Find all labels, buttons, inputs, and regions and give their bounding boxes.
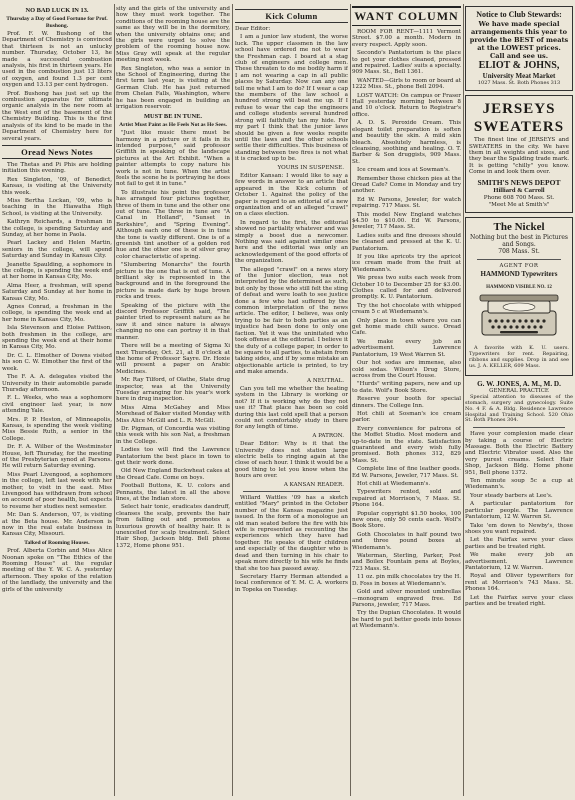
letter-paragraph: In regard to the first, the editorial showed no partiality whatever and was simply a boost due a newcomer. Nothing was said against similar ones here and the editorial was only an acknowledgement of the good efforts of the organization. xyxy=(235,219,348,265)
article-paragraph: Dr. Pigman, of Concordia was visiting this week with his son Nat, a freshman in the College. xyxy=(116,425,230,445)
ad-agent-label: AGENT FOR xyxy=(499,262,539,269)
letter-signature: A PATRON. xyxy=(312,432,344,439)
article-paragraph: "Slumbering Monarchs" the fourth picture is the one that is out of tune. A brilliant sky is represented in the background and in the foreground the picture is made dark by huge brown rocks and trees. xyxy=(116,262,230,301)
classified-ad: A particular pantatorium for particular people. The Lawrence Pantatorium, 12 W. Warren St. xyxy=(465,501,573,521)
ad-title: JERSEYS xyxy=(482,101,556,118)
news-note: Dr. F. A. Wilber of the Westminster House, left Thursday, for the meeting of the Presbyterian synod at Parsons. He will return Saturday evening. xyxy=(2,444,112,470)
classified-ad: Try the hot chocolate with whipped cream 5 c at Wiedemann's. xyxy=(352,302,461,316)
article-paragraph: "Just like music there must be harmony in a picture or it fails in its intended purpose," said professor Griffith in speaking of the landscape pictures at the Art Exhibit. "When a painter attempts to copy nature his work is not in tune. When the artist feels the scene he is portraying he does not fail to get it in tune." xyxy=(116,130,230,188)
subhead: Thursday a Day of Good Fortune for Prof. Bushong. xyxy=(6,16,108,29)
article-paragraph: Willard Wattles '09 has a sketch entitled "Mary" printed in the October number of the Kansas magazine just issued. In the form of a monologue an old man seated before the fire with his wife is represented as recounting the experiences which they have had together. He speaks of their children and especially of the daughter who is dead and then turning in his chair to speak more directly to his wife he finds that she too has passed away. xyxy=(235,495,348,572)
want-column-heading: WANT COLUMN xyxy=(352,6,461,26)
news-note: Isla Stevenson and Eloise Pattison, both freshmen in the college, are spending the week end at their home in Kansas City, Mo. xyxy=(2,325,112,351)
doctor-details: Special attention to diseases of the stomach, surgery and gynecology. Suite No. 4 F. & A. Bldg. Residence Lawrence Hospital and Training School. 520 Ohio St. Both Phones 304. xyxy=(465,394,573,424)
article-paragraph: Prof. Bushong has just set up the combustion apparatus for ultimate organic analysis in the new room at the West end of the basement of the Chemistry Building. This is the first analysis of its kind to be made in the Department of Chemistry here for several years. xyxy=(2,90,112,142)
classified-ad: Only place in town where you can get home made chili sauce. Oread Cafe. xyxy=(352,317,461,337)
news-note: Agnes Conrad, a freshman in the college, is spending the week end at her home in Kansas City, Mo. xyxy=(2,304,112,323)
news-note: Miss Bertha Lockan, '09, who is teaching in the Hiawatha High School, is visiting at the University. xyxy=(2,197,112,217)
column-rule xyxy=(463,4,464,796)
letter-paragraph: The alleged "crawl" on a news story of the Junior election, was not interpreted by the determined as such, but only by those who still felt the sting of defeat and were loath to see justice done a few who had suffered by the common interpretation of the news article. The editor, I believe, was only trying to be fair to both parties as an injustice had been done to only one faction. Yet it was the uninitated who took offense at the editorial. I believe it the duty of a college paper, in order to be square to all parties, to abstain from taking sides, and if by some mistake an objectionable article is printed, to try and make amends. xyxy=(235,266,348,376)
letter-paragraph: I am a junior law student, the worse luck. The upper classmen in the law school have ordered me not to wear the Freshman cap. I board at a stag club of engineers and college men. These threaten to do me bodily harm if I am not wearing a cap in all public places by Saturday. Now can any one tell me what I am to do? If I wear a cap the members of the law school a hundred strong will beat me up. If I refuse to wear the cap the engineers and college students several hundred strong will faithfully tan my hide. For my part I think that the junior laws should be given a few weeks respite until the laws and the other schools settle their difficulties. This business of standing between two fires is not what it is cracked up to be. xyxy=(235,34,348,163)
classified-ad: We make every job an advertisement. Lawrence Pantatorium, 12 W. Warren. xyxy=(465,552,573,571)
letter-signature: A NEUTRAL. xyxy=(307,377,344,384)
column-5 xyxy=(465,6,573,796)
classified-ad: If you like apricots try the apricot ice cream made from the fruit at Wiedemann's. xyxy=(352,254,461,273)
ad-name: ELIOT & JOHNS, xyxy=(478,59,560,71)
ad-name: SMITH'S NEWS DEPOT xyxy=(477,177,561,187)
classified-ad: A. D. S. Peroxide Cream. This elegant toilet preparation is soften and beautify the skin. A mild skin bleach. Absolutely harmless, is cleansing, soothing and healing. O. T. Barber & Son druggists, 909 Mass. St. xyxy=(352,120,461,165)
news-note: Mrs. P. P. Heston, of Minneapolis, Kansas, is spending the week visiting Miss Bessie Ruth, a senior in the College. xyxy=(2,416,112,442)
article-paragraph: Old New England Buckwheat cakes at the Oread Cafe. Come on boys. xyxy=(116,468,230,481)
classified-ad: Hot chili at Wiedemann's. xyxy=(357,481,431,487)
news-note: Rex Singleton, '09, of Benedict, Kansas, is visiting at the University this week. xyxy=(2,176,112,196)
letter-paragraph: Dear Editor: Why is it that the University does not station large electric bells to ringing again at the close of each hour. I think it would be a good thing to let you know when the hours are over. xyxy=(235,441,348,480)
classified-ad: Gold and silver mounted umbrellas—monogram engraved free. Ed Parsons, jeweler, 717 Mass. xyxy=(352,589,461,608)
article-paragraph: Select hair tonic, eradicates dandruff, cleanses the scalp, prevents the hair from falling out and promotes a luxurious growth of healthy hair. It is unexcelled for scalp treatment. Select Hair Shop, Jackson bldg. Bell phone 1372, Home phone 951. xyxy=(116,504,230,549)
ad-motto: "Meet Me at Smith's" xyxy=(488,201,550,208)
classified-ad: WANTED—Girls to room or board at 1222 Miss. St., phone Bell 2094. xyxy=(352,77,461,91)
column-3 xyxy=(235,6,348,796)
column-1 xyxy=(2,6,112,796)
ad-body: The finest line of JERSEYS and SWEATERS in the city. We have them in all weights and sizes, and they bear the Spalding trade mark. It is getting "chilly" you know. Come in and look them over. xyxy=(469,137,569,176)
subhead: Artist Must Paint as He Feels Not as He Sees. xyxy=(119,121,227,128)
classified-ad: Ten minute soup 5c a cup at Wiedemann's. xyxy=(465,478,573,491)
ad-subtitle: University Meat Market xyxy=(482,71,556,80)
article-paragraph: Secretary Harry Herman attended a local conference of Y. M. C. A. workers in Topeka on Tuesday. xyxy=(235,573,348,593)
column-rule xyxy=(350,4,351,796)
divider xyxy=(243,491,340,492)
news-note: The F. A. A. delegates visited the University in their automobile parade Thursday afternoon. xyxy=(2,374,112,393)
ad-body: We have made special arrangements this year to provide the BEST of meats at the LOWEST prices. Call and see us. xyxy=(469,19,569,60)
meat-market-ad xyxy=(465,6,573,91)
classified-ad: Popular copyright $1.50 books, 100 new ones, only 50 cents each. Wolf's Book Store. xyxy=(352,510,461,530)
classified-ad: Typewriters rented, sold and repaired at Morrison's, 7 Mass. St. Phone 164. xyxy=(352,489,461,509)
classified-ad: Remember those chicken pies at the Oread Cafe? Come in Monday and try another. xyxy=(352,175,461,195)
classified-ad: Waterman, Sterling, Parker, Post and Boilex Fountain pens at Boyles, 723 Mass. St. xyxy=(352,553,461,572)
ad-address: Phone 608 700 Mass. St. xyxy=(483,194,555,201)
jerseys-sweaters-ad xyxy=(465,95,573,213)
column-2 xyxy=(116,6,230,796)
article-paragraph: Prof. Alberta Corbin and Miss Alice Noonan spoke on "The Ethics of the Rooming House" at the regular meeting of the Y. W. C. A. yesterday afternoon. They spoke of the relation of the landlady, the university and the girls of the university xyxy=(2,548,112,593)
classified-ad: Secondo's Pantatorium is the place to get your clothes cleaned, pressed and repaired. Ladies' suits a specialty. 909 Mass. St., Bell 1361. xyxy=(352,50,461,76)
headline-no-bad-luck: NO BAD LUCK IN 13. xyxy=(25,7,89,14)
news-note: Kathryn Reichards, a freshman in the college, is spending Saturday and Sunday, at her home in Paola. xyxy=(2,219,112,238)
classified-ad: Take 'em down to Newby's, those shoes you want repaired. xyxy=(465,522,573,535)
news-note: Alma Heer, a freshman, will spend Saturday and Sunday at her home in Kansas City, Mo. xyxy=(2,282,112,302)
nickel-theater-ad xyxy=(465,217,573,376)
headline-must-be-in-tune: MUST BE IN TUNE. xyxy=(143,112,202,120)
ad-title: The Nickel xyxy=(493,221,545,234)
article-paragraph: There will be a meeting of Sigma Xi next Thursday, Oct. 21, at 8 o'clock at the home of Professor Sayre. Dr. Hoxie will present a paper on Arabic Medicines. xyxy=(116,343,230,375)
column-rule xyxy=(114,4,115,796)
classified-ad: Try the Dupian Chocolates. It would be hard to put better goods into boxes at Wiedemann's. xyxy=(352,610,461,630)
classified-ad: LOST WATCH: On campus or Fraser Hall yesterday morning between 8 and 10 o'clock. Return to Registrar's office. xyxy=(352,92,461,118)
classified-ad: Have your complexion made clear by taking a course of Electric Massage. Both the Electric Battery and Electric Vibrator used. Also the very purest creams. Select Hair Shop, Jackson Bldg. Home phone 951, Bell phone 1372. xyxy=(465,431,573,476)
ad-subtitle: Hilliard & Carroll xyxy=(493,186,545,194)
classified-ad: Reserve your booth for special dinners. The College Inn. xyxy=(352,396,461,409)
classified-ad: Let the Fairfax serve your class parties and be treated right. xyxy=(465,594,573,607)
classified-ad: Ladies suits and fine dresses should be cleaned and pressed at the K. U. Pantatorium. xyxy=(352,232,461,252)
divider xyxy=(473,427,565,428)
article-paragraph: Football Buttons, K. U. colors and Pennants, the latest in all the above lines, at the Indian store. xyxy=(116,483,230,503)
article-paragraph: Mr. Ray Tilford, of Olathe, State drug inspector, was at the University Tuesday arranging for his year's work here in drug inspection. xyxy=(116,377,230,403)
ad-address: 708 Mass. St. xyxy=(498,248,540,256)
letter-signature: YOURS IN SUSPENSE. xyxy=(277,164,344,171)
article-paragraph: Prof. F. W. Bushong of the Department of Chemistry is convinced that thirteen is not an unlucky number. Thursday, October 13, he made a successful combustion analysis, his first in thirteen years. He used in the combustion just 13 liters of oxygen, and found 1.3 per cent oxygen and 13.13 per cent hydrogen. xyxy=(2,31,112,89)
news-note: Miss Pearl Livengood, a sophomore in the college, left last week with her mother, to visit in the east. Miss Livengood has withdrawn from school on account of poor health, but expects to resume her studies next semester. xyxy=(2,471,112,510)
ad-address: 1027 Mass. St. Both Phones 313 xyxy=(477,80,561,86)
article-paragraph: Miss Alma McGahey and Miss Morehead of Baker visited Monday with Miss Alice McGill and L. R. McGill. xyxy=(116,404,230,424)
letter-signature: A KANSAN READER. xyxy=(283,481,344,488)
classified-ad: Your steady barbers at Lee's. xyxy=(470,492,553,499)
article-paragraph: Speaking of the picture with the discord Professor Griffith said, "The painter tried to represent nature as he saw it and since nature is always changing no one can portray it in that manner. xyxy=(116,302,230,341)
typewriter-label: HAMMOND VISIBLE NO. 12 xyxy=(486,285,552,291)
classified-ad: "Hurds" writing papers, new and up to date. Wolf's Book Store. xyxy=(352,381,461,394)
column-4 xyxy=(352,6,461,796)
article-paragraph: Lodies too will find the Lawrence Pantatorium the best place in town to get their work done. xyxy=(116,447,230,467)
classified-ad: ROOM FOR RENT—1111 Vermont Street. $7.00 a month. Modern in every respect. Apply soon. xyxy=(352,29,461,48)
classified-ad: Ed W. Parsons, Jeweler, for watch repairing. 717 Mass. St. xyxy=(352,196,461,210)
news-note: Dr. C. L. Elmother of Downs visited his son C. W. Elmother the first of the week. xyxy=(2,352,112,372)
doctor-name: G. W. JONES, A. M., M. D. xyxy=(477,379,561,388)
letter-paragraph: Editor Kansan: I would like to say a few words in answer to an article that appeared in the Kick column of October 1. Against the policy of the paper is regard to an editorial of a new organization and of an alleged "crawl" on a class election. xyxy=(235,172,348,218)
classified-ad: This model New England watches $4.50 to $10.00. Ed W. Parsons, Jeweler, 717 Mass. St. xyxy=(352,211,461,231)
letter-salutation: Dear Editor: xyxy=(235,26,271,32)
news-note: Jeanette Spaulding, a sophomore in the college, is spending the week end at her home in Kansas City, Mo. xyxy=(2,261,112,281)
news-note: Pearl Lackey and Helen Martin, seniors in the college, will spend Saturday and Sunday in Kansas City. xyxy=(2,240,112,260)
headline-rooming-houses: Talked of Rooming Houses. xyxy=(24,539,90,546)
column-rule xyxy=(232,4,233,796)
classified-ad: We make every job an advertisement. Lawrence Pantatorium, 19 West Warren St. xyxy=(352,338,461,358)
news-note: F. L. Weeks, who was a sophomore civil engineer last year, is now attending Yale. xyxy=(2,395,112,415)
kick-column-heading: Kick Column xyxy=(235,9,348,23)
classified-ad: Every convenience for patrons of the Moffet Studio. Most modern and up-to-date in the state. Satisfaction guaranteed and every wish fully promised. Both phones 312, 829 Mass. St. xyxy=(352,425,461,464)
letter-paragraph: Can you tell me whether the heating system in the Library is working or not? If it is working why do they not use it? That place has been so cold during this last cold spell that a person could not comfortably study in there for any length of time. xyxy=(235,385,348,431)
doctor-practice: GENERAL PRACTICE xyxy=(489,388,549,395)
classified-ad: Goth Chocolates in half pound two and three pound boxes at Wiedemann's. xyxy=(352,531,461,551)
article-paragraph: Rex Singleton, who was a senior in the School of Engineering, during the first term last year, is visiting at the German Club. He has just returned from Chelan Falls, Washington, where he has been engaged in building an irrigation reservoir. xyxy=(116,65,230,111)
ad-title: HAMMOND Typewriters xyxy=(480,269,558,278)
classified-ad: Complete line of fine leather goods. Ed W. Parsons, Jeweler, 717 Mass. St. xyxy=(352,466,461,479)
divider xyxy=(477,259,561,260)
typewriter-illustration xyxy=(476,281,562,343)
ad-body: Nothing but the best in Pictures and Songs. xyxy=(470,234,568,249)
classified-ad: Our hot sodas are immense, also cold sodas. Wilson's Drug Store, across from the Court House. xyxy=(352,360,461,379)
ad-title: Notice to Club Stewards: xyxy=(476,10,562,19)
article-paragraph: To illustrate his point the professor has arranged four pictures together, three of them in tune and the other one out of tune. The three in tune are "A Canal in Holland", "Sunset in Berkshire", and "Spring Evening". Although each one of these is in tune the tone is vastly different. One is of a greenish tint another of a golden red hue and the other one is of silver gray color characteristic of spring. xyxy=(116,189,230,260)
classified-ad: Hot chili at Sosman's ice cream parlor. xyxy=(352,410,461,424)
classified-ad: Ice cream and ices at Sowman's. xyxy=(357,167,450,174)
classified-ad: 11 oz. pin milk chocolates try the H. D. Foss in boxes at Wiedemann's. xyxy=(352,574,461,587)
ad-caption: A favorite with K. U. users. Typewriters for rent. Repairing, ribbons and supplies. Drop in and see us. J. A. KELLER, 609 Mass. xyxy=(469,345,569,369)
oread-news-notes-heading: Oread News Notes xyxy=(2,145,112,159)
classified-ad: Let the Fairfax serve your class parties and be treated right. xyxy=(465,537,573,550)
classified-ad: We press two suits each week from October 10 to December 25 for $3.00. Clothes called for and delivered promptly. K. U. Pantatorium. xyxy=(352,275,461,301)
article-paragraph: sity and the girls of the university and how they must work together. The conditions of the rooming house are the same as they will be in the dormitory, when the university obtains one; and the girls were urged to solve the problem of the rooming house now. Miss Gray will speak at the regular meeting next week. xyxy=(116,6,230,64)
ad-title: SWEATERS xyxy=(473,119,565,136)
news-note: The Thetas and Pi Phis are holding initiation this evening. xyxy=(2,161,112,175)
news-note: Mr. Dan S. Anderson, '07, is visiting at the Beta house. Mr. Anderson is now in the real estate business in Kansas City, Missouri. xyxy=(2,512,112,538)
classified-ad: Royal and Oliver typewriters for rent at Morrison's 743 Mass. St. Phones 164. xyxy=(465,573,573,593)
